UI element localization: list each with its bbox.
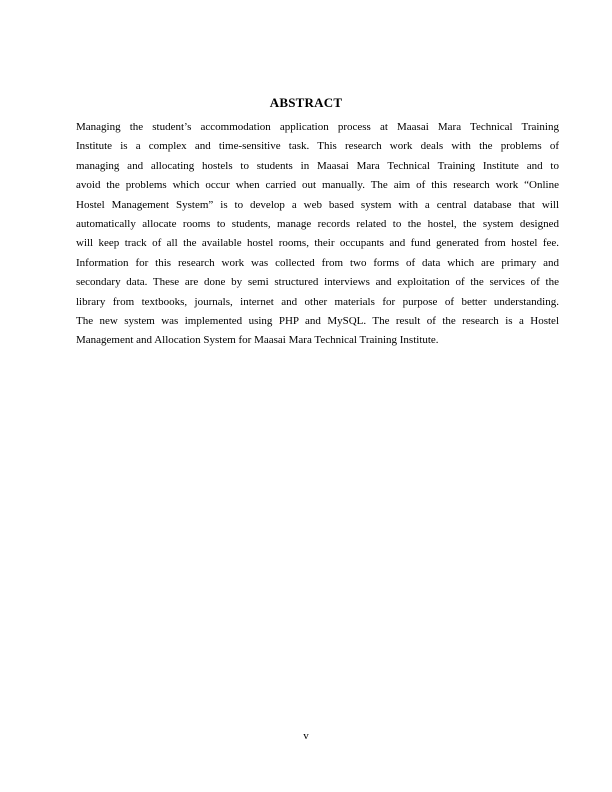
abstract-line: Managing the student’s accommodation application process at Maasai Mara Technical Training xyxy=(76,121,559,133)
abstract-line: secondary data. These are done by semi structured interviews and exploitation of the services of the xyxy=(76,276,559,289)
abstract-line: library from textbooks, journals, internet and other materials for purpose of better understanding. xyxy=(76,295,559,308)
abstract-line: Institute is a complex and time-sensitive task. This research work deals with the problems of xyxy=(76,140,559,153)
abstract-line: Information for this research work was collected from two forms of data which are primary and xyxy=(76,256,559,269)
abstract-line: managing and allocating hostels to students in Maasai Mara Technical Training Institute and to xyxy=(76,159,559,172)
abstract-paragraph xyxy=(76,118,559,351)
abstract-line: avoid the problems which occur when carried out manually. The aim of this research work “Online xyxy=(76,179,559,192)
abstract-line: will keep track of all the available hostel rooms, their occupants and fund generated from hostel fee. xyxy=(76,237,559,250)
abstract-line: The new system was implemented using PHP and MySQL. The result of the research is a Hostel xyxy=(76,315,559,328)
abstract-line: automatically allocate rooms to students, manage records related to the hostel, the system designed xyxy=(76,218,559,231)
page-number: v xyxy=(303,730,309,742)
abstract-heading: ABSTRACT xyxy=(269,95,343,110)
abstract-line: Management and Allocation System for Maasai Mara Technical Training Institute. xyxy=(76,334,439,347)
abstract-line: Hostel Management System” is to develop a web based system with a central database that will xyxy=(76,198,559,211)
